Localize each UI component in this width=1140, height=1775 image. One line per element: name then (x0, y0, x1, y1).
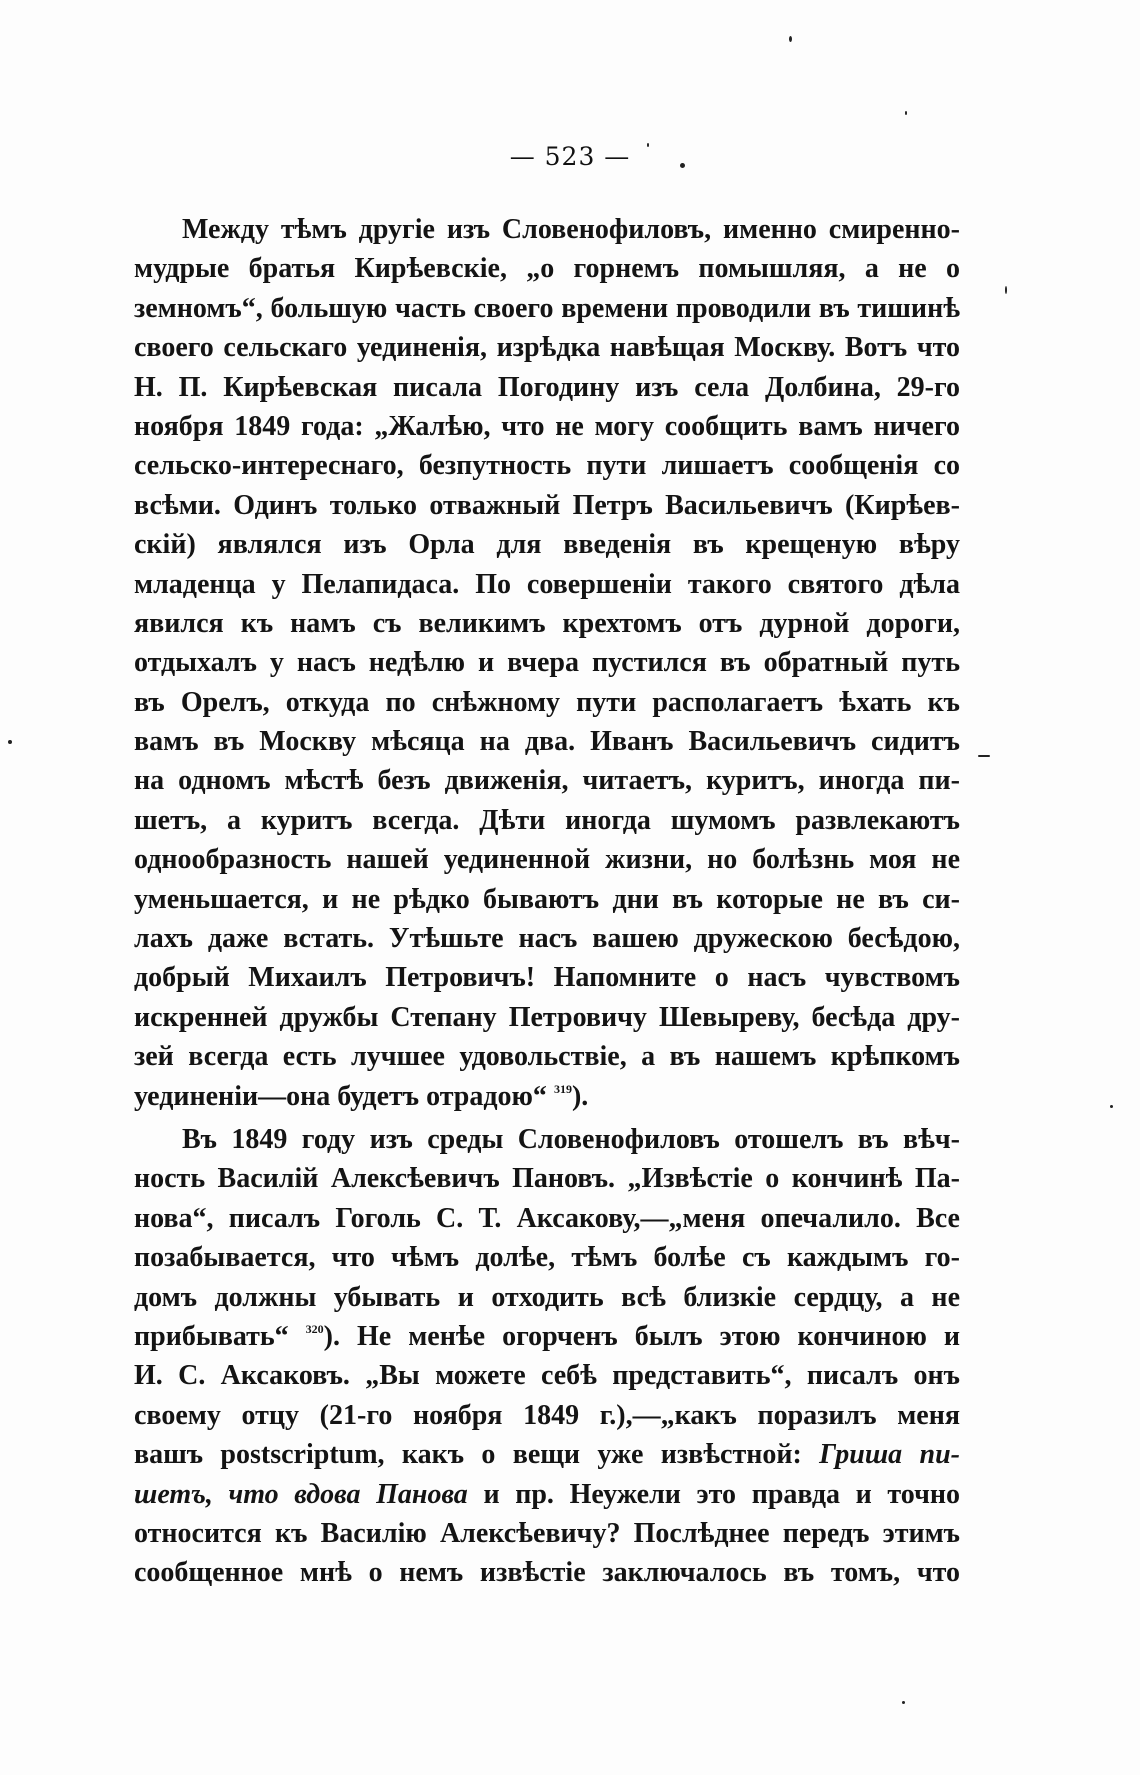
scan-speck (8, 740, 12, 744)
text-line: своему отцу (21-го ноября 1849 г.),—„какъ поразилъ меня (134, 1399, 960, 1431)
text-line: явился къ намъ съ великимъ крехтомъ отъ дурной дороги, (134, 607, 960, 639)
text-line: сообщенное мнѣ о немъ извѣстіе заключалось въ томъ, что (134, 1557, 960, 1589)
text-line: шетъ, а куритъ всегда. Дѣти иногда шумомъ развлекаютъ (134, 804, 960, 836)
text-line: относится къ Василію Алексѣевичу? Послѣднее передъ этимъ (134, 1517, 960, 1549)
body-text (134, 210, 960, 1593)
line-text: вашъ postscriptum, какъ о вещи уже извѣстной: (134, 1439, 820, 1471)
line-text: ). Не менѣе огорченъ былъ этою кончиною и (323, 1320, 960, 1352)
text-line: однообразность нашей уединенной жизни, но болѣзнь моя не (134, 844, 960, 876)
page-number: — 523 — (509, 142, 631, 171)
text-line: вамъ въ Москву мѣсяца на два. Иванъ Васильевичъ сидитъ (134, 726, 960, 758)
text-line: отдыхалъ у насъ недѣлю и вчера пустился въ обратный путь (134, 647, 960, 679)
text-line (134, 1475, 960, 1514)
footnote-ref-320: 320 (305, 1321, 324, 1336)
text-line: земномъ“, большую часть своего времени проводили въ тишинѣ (134, 292, 960, 324)
text-line: добрый Михаилъ Петровичъ! Напомните о насъ чувствомъ (134, 962, 960, 994)
line-text: и пр. Неужели это правда и точно (467, 1478, 960, 1510)
scan-speck (1110, 1105, 1113, 1108)
text-line: всѣми. Одинъ только отважный Петръ Васильевичъ (Кирѣев- (134, 489, 960, 521)
text-line (134, 1317, 960, 1356)
text-line: своего сельскаго уединенія, изрѣдка навѣщая Москву. Вотъ что (134, 332, 960, 364)
scan-speck (902, 1701, 905, 1704)
text-line: зей всегда есть лучшее удовольствіе, а въ нашемъ крѣпкомъ (134, 1041, 960, 1073)
text-line-last (134, 1077, 960, 1116)
paragraph-1 (134, 210, 960, 1116)
text-line: Въ 1849 году изъ среды Словенофиловъ отошелъ въ вѣч- (182, 1123, 960, 1155)
text-line: Н. П. Кирѣевская писала Погодину изъ села Долбина, 29-го (134, 371, 960, 403)
italic-quote: шетъ, что вдова Панова (134, 1478, 468, 1510)
text-line: младенца у Пелапидаса. По совершеніи такого святого дѣла (134, 568, 960, 600)
text-line: домъ должны убывать и отходить всѣ близкіе сердцу, а не (134, 1281, 960, 1313)
line-text: ). (571, 1080, 589, 1112)
text-line: Между тѣмъ другіе изъ Словенофиловъ, именно смиренно- (182, 214, 960, 245)
text-line: сельско-интереснаго, безпутность пути лишаетъ сообщенія со (134, 450, 960, 482)
paragraph-2 (134, 1120, 960, 1593)
text-line: скій) являлся изъ Орла для введенія въ крещеную вѣру (134, 529, 960, 561)
scan-speck (647, 143, 649, 147)
text-line: И. С. Аксаковъ. „Вы можете себѣ представить“, писалъ онъ (134, 1360, 960, 1392)
scan-speck (680, 163, 685, 168)
text-line: въ Орелъ, откуда по снѣжному пути располагаетъ ѣхать къ (134, 686, 960, 718)
text-line: искренней дружбы Степану Петровичу Шевыреву, бесѣда дру- (134, 1001, 960, 1033)
scan-speck (789, 36, 792, 42)
text-line: лахъ даже встать. Утѣшьте насъ вашею дружескою бесѣдою, (134, 923, 960, 955)
italic-quote: Гриша пи- (819, 1439, 960, 1471)
text-line: ноября 1849 года: „Жалѣю, что не могу сообщить вамъ ничего (134, 410, 960, 442)
text-line: ность Василій Алексѣевичъ Пановъ. „Извѣстіе о кончинѣ Па- (134, 1163, 960, 1195)
text-line: нова“, писалъ Гоголь С. Т. Аксакову,—„меня опечалило. Все (134, 1202, 960, 1234)
line-text: уединеніи—она будетъ отрадою“ (134, 1080, 547, 1112)
scan-speck (978, 755, 990, 757)
scan-speck (905, 111, 907, 115)
scan-speck (1005, 286, 1007, 294)
footnote-ref-319: 319 (553, 1081, 572, 1096)
text-line: на одномъ мѣстѣ безъ движенія, читаетъ, куритъ, иногда пи- (134, 765, 960, 797)
text-line: мудрые братья Кирѣевскіе, „о горнемъ помышляя, а не о (134, 253, 960, 285)
text-line (134, 1435, 960, 1474)
line-text: прибывать“ (134, 1320, 289, 1352)
text-line: позабывается, что чѣмъ долѣе, тѣмъ болѣе съ каждымъ го- (134, 1242, 960, 1274)
text-line: уменьшается, и не рѣдко бываютъ дни въ которые не въ си- (134, 883, 960, 915)
